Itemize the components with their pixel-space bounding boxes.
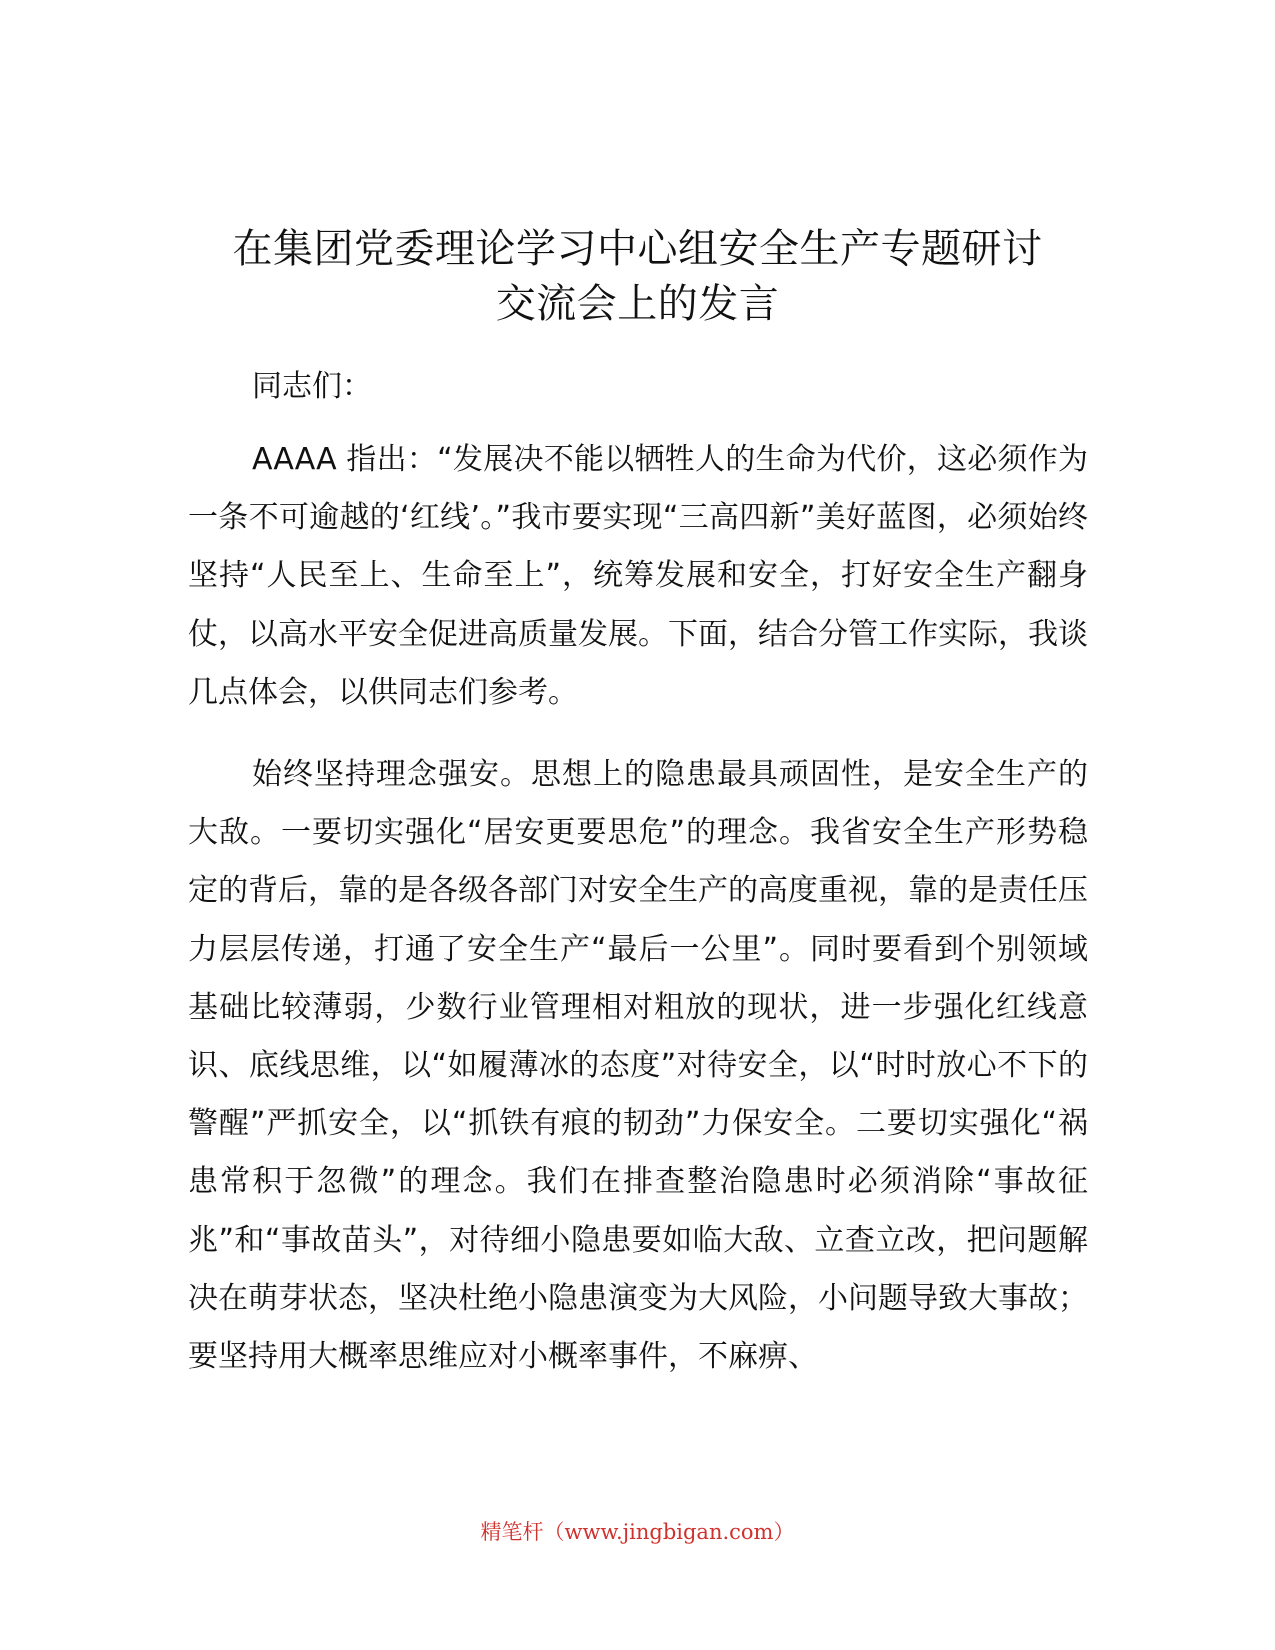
title-line-2: 交流会上的发言 xyxy=(495,281,780,327)
document-title xyxy=(150,222,1125,332)
footer-watermark: 精笔杆（www.jingbigan.com） xyxy=(480,1520,795,1544)
paragraph-concept-safety: 始终坚持理念强安。思想上的隐患最具顽固性，是安全生产的大敌。一要切实强化“居安更要思危”的理念。我省安全生产形势稳定的背后，靠的是各级各部门对安全生产的高度重视，靠的是责任压力层层传递，打通了安全生产“最后一公里”。同时要看到个别领域基础比较薄弱，少数行业管理相对粗放的现状，进一步强化红线意识、底线思维，以“如履薄冰的态度”对待安全，以“时时放心不下的警醒”严抓安全，以“抓铁有痕的韧劲”力保安全。二要切实强化“祸患常积于忽微”的理念。我们在排查整治隐患时必须消除“事故征兆”和“事故苗头”，对待细小隐患要如临大敌、立查立改，把问题解决在萌芽状态，坚决杜绝小隐患演变为大风险，小问题导致大事故；要坚持用大概率思维应对小概率事件，不麻痹、 xyxy=(188,757,1088,1375)
salutation: 同志们： xyxy=(252,369,372,404)
title-line-1: 在集团党委理论学习中心组安全生产专题研讨 xyxy=(232,226,1043,272)
paragraph-intro: AAAA 指出：“发展决不能以牺牲人的生命为代价，这必须作为一条不可逾越的‘红线’。”我市要实现“三高四新”美好蓝图，必须始终坚持“人民至上、生命至上”，统筹发展和安全，打好安全生产翻身仗，以高水平安全促进高质量发展。下面，结合分管工作实际，我谈几点体会，以供同志们参考。 xyxy=(188,442,1088,710)
document-body xyxy=(188,367,1088,1386)
